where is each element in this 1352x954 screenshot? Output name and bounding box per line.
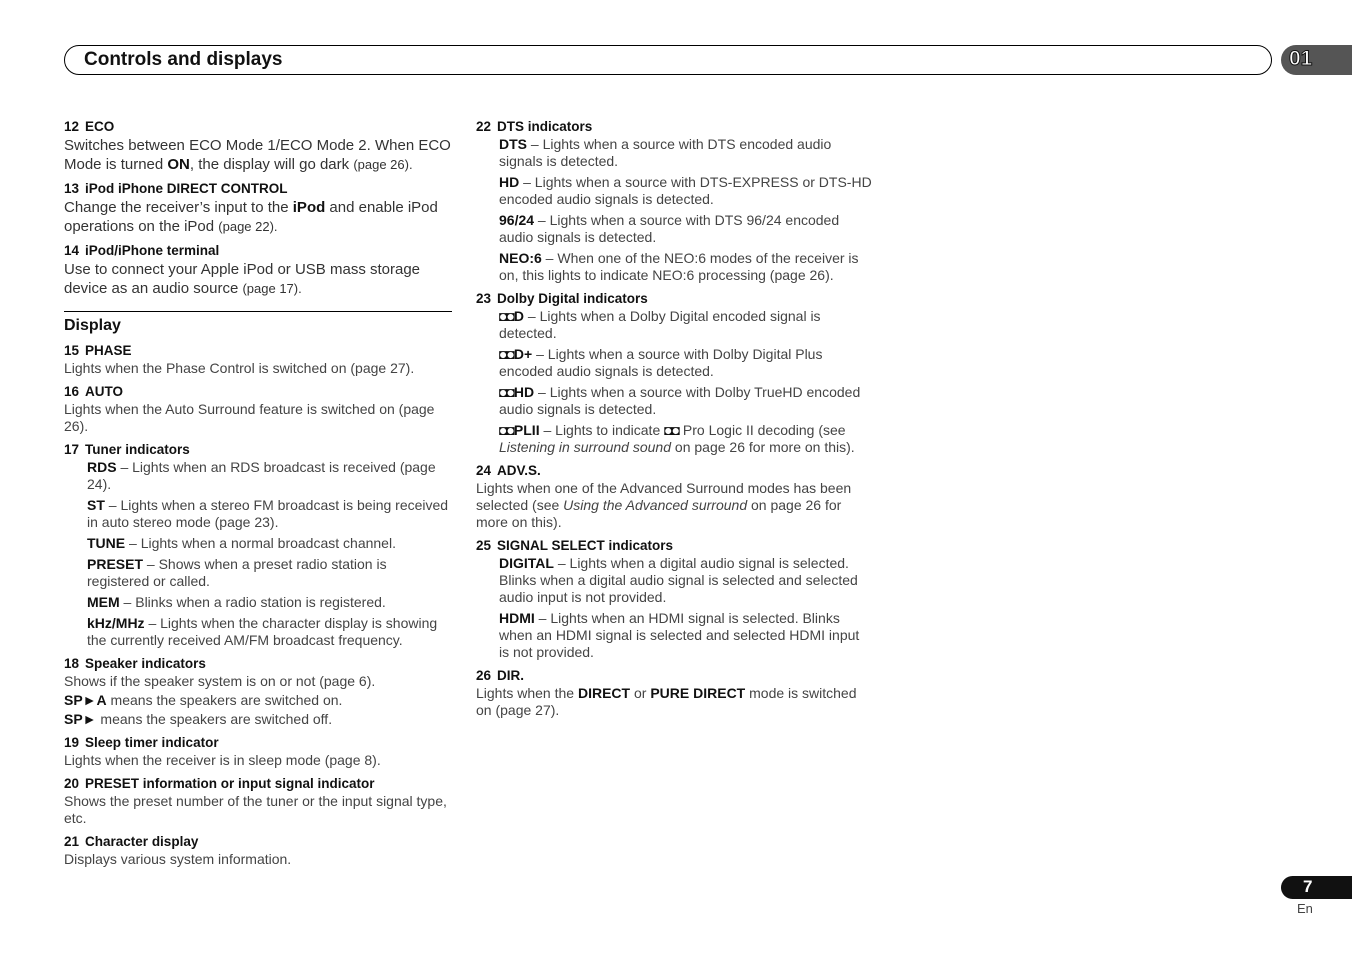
item-text: Displays various system information. <box>64 851 292 867</box>
item-text: Lights when the receiver is in sleep mode (page 8). <box>64 752 381 768</box>
sub-item-rds: RDS – Lights when an RDS broadcast is received (page 24). <box>87 459 436 492</box>
item-heading: 15 PHASE <box>64 343 132 358</box>
chapter-number: 01 <box>1289 47 1313 70</box>
item-22 <box>476 118 872 284</box>
item-heading: 24 ADV.S. <box>476 463 541 478</box>
dolby-logo-icon: ◘◘ <box>499 308 514 324</box>
sub-item-digital: DIGITAL – Lights when a digital audio signal is selected. Blinks when a digital audio signal is selected and selected audio input is not provided. <box>499 555 858 605</box>
page-title: Controls and displays <box>84 49 283 70</box>
item-13 <box>64 180 452 236</box>
item-15 <box>64 342 452 377</box>
language-label: En <box>1297 901 1313 916</box>
item-heading: 17 Tuner indicators <box>64 442 190 457</box>
section-title-display: Display <box>64 317 121 334</box>
dolby-logo-icon: ◘◘ <box>499 384 514 400</box>
sub-item-st: ST – Lights when a stereo FM broadcast is being received in auto stereo mode (page 23). <box>87 497 449 530</box>
item-heading: 14 iPod/iPhone terminal <box>64 243 220 258</box>
sub-item-khz-mhz: kHz/MHz – Lights when the character display is showing the currently received AM/FM broadcast frequency. <box>87 615 438 648</box>
sub-item-dd-plus: ◘◘D+ – Lights when a source with Dolby Digital Plus encoded audio signals is detected. <box>499 346 823 379</box>
section-divider <box>64 311 452 312</box>
item-23 <box>476 290 872 456</box>
item-17 <box>64 441 452 649</box>
item-heading: 20 PRESET information or input signal indicator <box>64 776 375 791</box>
item-heading: 16 AUTO <box>64 384 124 399</box>
item-heading: 12 ECO <box>64 119 115 134</box>
item-text: Change the receiver’s input to the iPod and enable iPod operations on the iPod (page 22). <box>64 199 438 235</box>
sub-item-dd: ◘◘D – Lights when a Dolby Digital encoded signal is detected. <box>499 308 821 341</box>
item-text: Shows the preset number of the tuner or the input signal type, etc. <box>64 793 447 826</box>
item-25 <box>476 537 872 661</box>
left-column <box>64 118 452 874</box>
item-24 <box>476 462 872 531</box>
item-text: Lights when the Auto Surround feature is switched on (page 26). <box>64 401 435 434</box>
item-heading: 18 Speaker indicators <box>64 656 206 671</box>
sub-item-dd-hd: ◘◘HD – Lights when a source with Dolby TrueHD encoded audio signals is detected. <box>499 384 861 417</box>
sub-item-neo6: NEO:6 – When one of the NEO:6 modes of the receiver is on, this lights to indicate NEO:6 processing (page 26). <box>499 250 859 283</box>
sub-item-preset: PRESET – Shows when a preset radio station is registered or called. <box>87 556 387 589</box>
speaker-line-a: SP►A means the speakers are switched on. <box>64 692 343 708</box>
item-heading: 19 Sleep timer indicator <box>64 735 219 750</box>
sub-item-dts: DTS – Lights when a source with DTS encoded audio signals is detected. <box>499 136 832 169</box>
chapter-tab <box>1281 45 1352 75</box>
speaker-line-b: SP► means the speakers are switched off. <box>64 711 333 727</box>
dolby-logo-icon: ◘◘ <box>499 346 514 362</box>
item-18 <box>64 655 452 728</box>
item-19 <box>64 734 452 769</box>
item-text: Use to connect your Apple iPod or USB mass storage device as an audio source (page 17). <box>64 261 421 297</box>
item-text: Shows if the speaker system is on or not (page 6). <box>64 673 376 689</box>
dolby-logo-icon: ◘◘ <box>664 422 680 438</box>
sub-item-mem: MEM – Blinks when a radio station is registered. <box>87 594 386 610</box>
item-text: Switches between ECO Mode 1/ECO Mode 2. When ECO Mode is turned ON, the display will go dark (page 26). <box>64 137 451 173</box>
item-16 <box>64 383 452 435</box>
dolby-logo-icon: ◘◘ <box>499 422 514 438</box>
sub-item-96-24: 96/24 – Lights when a source with DTS 96/24 encoded audio signals is detected. <box>499 212 840 245</box>
item-14 <box>64 242 452 298</box>
item-21 <box>64 833 452 868</box>
sub-item-dts-hd: HD – Lights when a source with DTS-EXPRESS or DTS-HD encoded audio signals is detected. <box>499 174 872 207</box>
sub-item-tune: TUNE – Lights when a normal broadcast channel. <box>87 535 396 551</box>
header-bar <box>64 45 1272 75</box>
item-heading: 13 iPod iPhone DIRECT CONTROL <box>64 181 288 196</box>
item-heading: 21 Character display <box>64 834 199 849</box>
item-26 <box>476 667 872 719</box>
sub-item-dd-plii: ◘◘PLII – Lights to indicate ◘◘ Pro Logic II decoding (see Listening in surround sound on page 26 for more on this). <box>499 422 855 455</box>
item-text: Lights when the DIRECT or PURE DIRECT mode is switched on (page 27). <box>476 685 857 718</box>
item-heading: 22 DTS indicators <box>476 119 593 134</box>
item-heading: 23 Dolby Digital indicators <box>476 291 648 306</box>
sub-item-hdmi: HDMI – Lights when an HDMI signal is selected. Blinks when an HDMI signal is selected and selected HDMI input is not provided. <box>499 610 860 660</box>
right-column <box>476 118 872 725</box>
item-text: Lights when one of the Advanced Surround modes has been selected (see Using the Advanced surround on page 26 for more on this). <box>476 480 852 530</box>
item-heading: 26 DIR. <box>476 668 525 683</box>
item-heading: 25 SIGNAL SELECT indicators <box>476 538 674 553</box>
page-number: 7 <box>1303 877 1313 896</box>
item-20 <box>64 775 452 827</box>
item-12 <box>64 118 452 174</box>
item-text: Lights when the Phase Control is switched on (page 27). <box>64 360 415 376</box>
page-number-tab <box>1281 876 1352 899</box>
